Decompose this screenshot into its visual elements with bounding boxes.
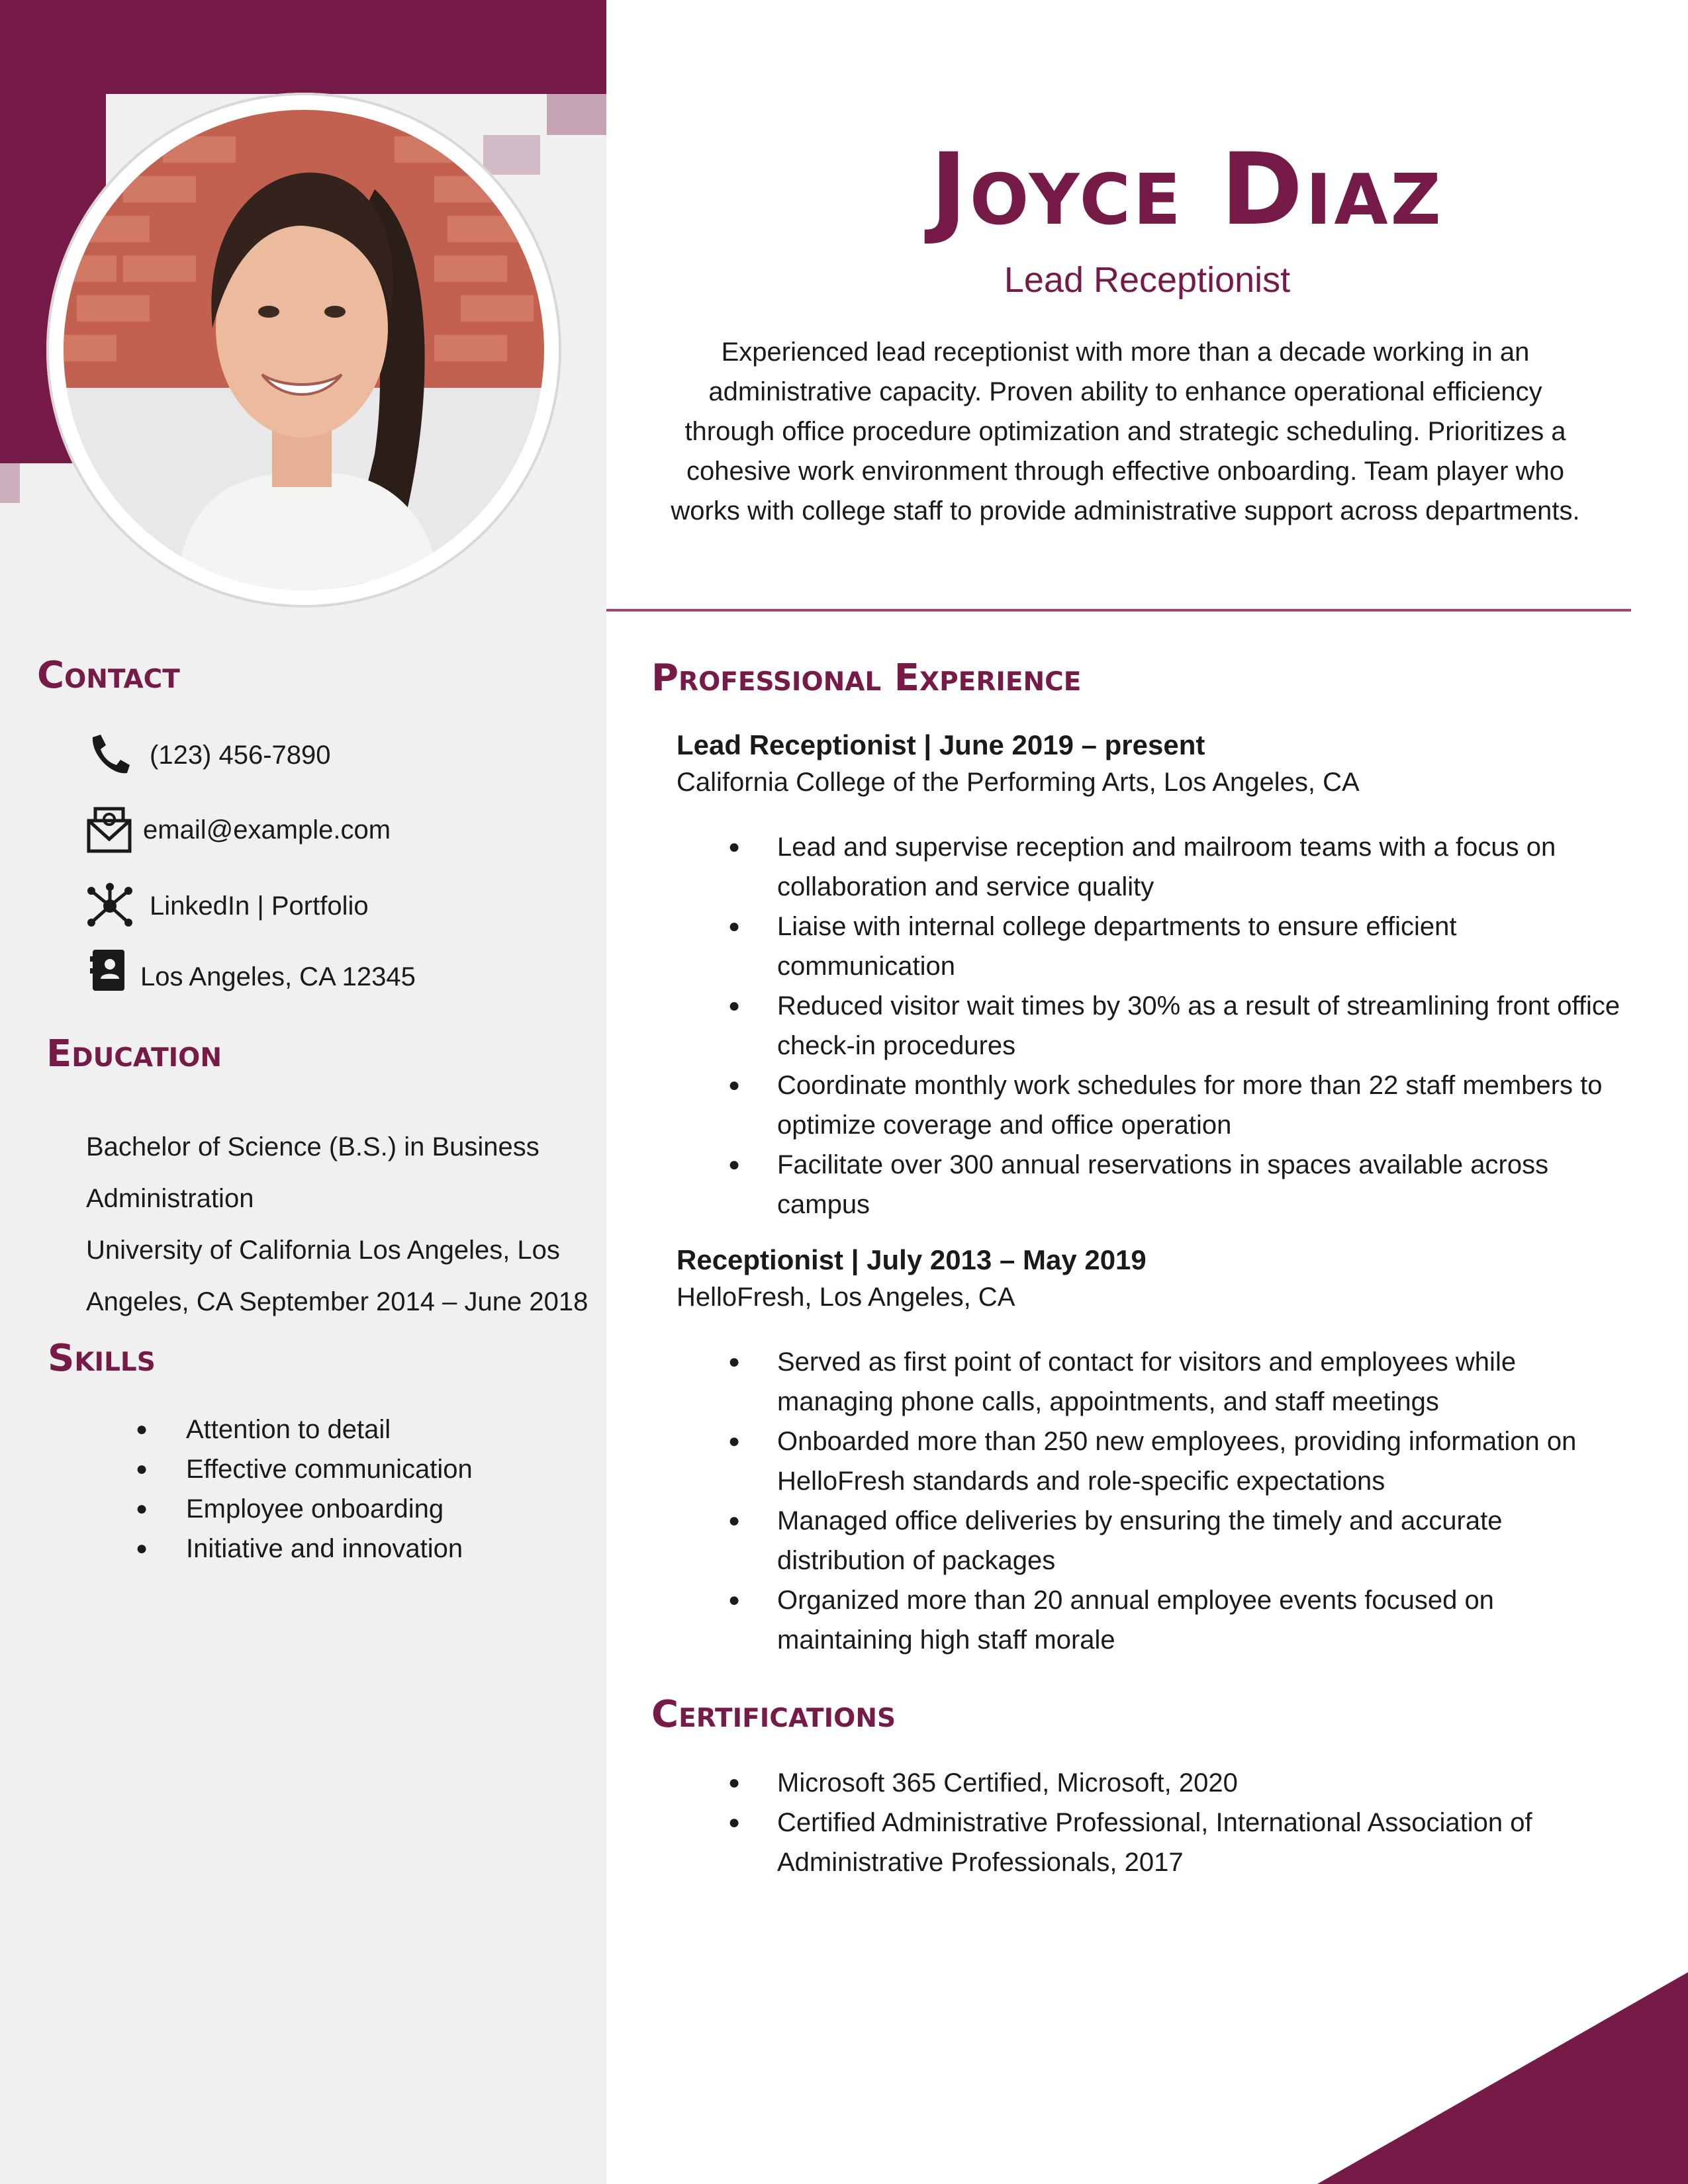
contact-phone [86,732,331,778]
network-icon [85,883,135,929]
job-bullets [722,827,1622,1224]
header-divider [606,609,1631,612]
certifications-heading: Certifications [651,1693,896,1736]
corner-triangle [1317,1972,1688,2184]
candidate-name: Joyce Diaz [930,132,1444,248]
contact-address [90,948,416,992]
job-bullet: ● Coordinate monthly work schedules for more than 22 staff members to optimize coverage and office operation [722,1066,1622,1145]
school-line-2: Angeles, CA September 2014 – June 2018 [86,1287,588,1316]
job-bullet: ● Onboarded more than 250 new employees, providing information on HelloFresh standards and role-specific expectations [722,1422,1622,1501]
job-organization: HelloFresh, Los Angeles, CA [677,1283,1015,1312]
job-bullet: ● Facilitate over 300 annual reservations in spaces available across campus [722,1145,1622,1224]
band-fade [0,463,20,503]
skills-heading: Skills [48,1337,156,1380]
school-line-1: University of California Los Angeles, Los [86,1236,560,1265]
contact-links [85,883,369,929]
experience-heading: Professional Experience [651,657,1082,700]
profile-photo [64,110,544,590]
job-bullet: ● Served as first point of contact for visitors and employees while managing phone calls, appointments, and staff meetings [722,1342,1622,1422]
certification-item: ● Microsoft 365 Certified, Microsoft, 2020 [722,1763,1622,1803]
contact-heading: Contact [37,654,180,697]
skill-item: ● Employee onboarding [129,1489,473,1529]
degree-line-2: Administration [86,1184,254,1213]
skill-item: ● Effective communication [129,1449,473,1489]
band-fade [483,135,540,175]
job-header: Receptionist | July 2013 – May 2019 [677,1244,1147,1275]
phone-icon [86,732,132,778]
job-header: Lead Receptionist | June 2019 – present [677,729,1205,760]
professional-summary: Experienced lead receptionist with more than a decade working in an administrative capacity. Proven ability to enhance operational efficiency through office procedure optimization and strategic scheduling. Prioritizes a cohesive work environment through effective onboarding. Team player who works with college staff to provide administrative support across departments. [671,338,1580,525]
profile-links[interactable]: LinkedIn | Portfolio [150,891,369,921]
job-bullet: ● Reduced visitor wait times by 30% as a result of streamlining front office check-in procedures [722,986,1622,1066]
skill-item: ● Attention to detail [129,1410,473,1449]
skills-list [129,1410,473,1569]
certifications-list [722,1763,1622,1882]
contact-email [86,806,391,854]
address: Los Angeles, CA 12345 [140,962,416,991]
job-bullet: ● Managed office deliveries by ensuring the timely and accurate distribution of packages [722,1501,1622,1580]
job-bullet: ● Liaise with internal college departments to ensure efficient communication [722,907,1622,986]
education-heading: Education [46,1032,222,1075]
job-bullet: ● Organized more than 20 annual employee events focused on maintaining high staff morale [722,1580,1622,1660]
skill-item: ● Initiative and innovation [129,1529,473,1569]
job-bullet: ● Lead and supervise reception and mailroom teams with a focus on collaboration and service quality [722,827,1622,907]
phone-number[interactable]: (123) 456-7890 [150,740,331,770]
job-title: Lead Receptionist [1004,260,1291,300]
job-organization: California College of the Performing Arts, Los Angeles, CA [677,768,1360,797]
email-address[interactable]: email@example.com [143,815,391,844]
degree-line-1: Bachelor of Science (B.S.) in Business [86,1132,539,1161]
band-fade [547,94,606,135]
job-bullets [722,1342,1622,1660]
address-book-icon [90,948,127,992]
certification-item: ● Certified Administrative Professional, International Association of Administrative Professionals, 2017 [722,1803,1622,1882]
email-icon [86,806,132,854]
